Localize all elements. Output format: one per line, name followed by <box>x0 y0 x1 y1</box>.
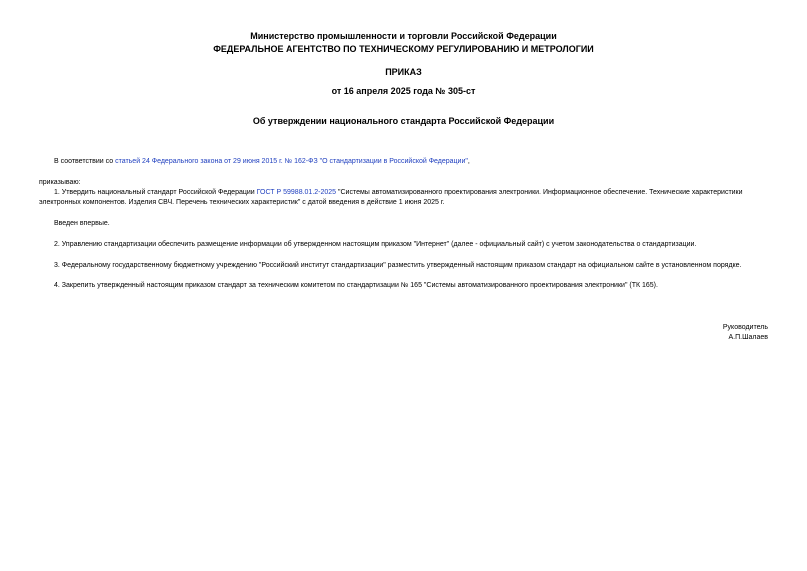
document-date-number: от 16 апреля 2025 года № 305-ст <box>331 86 476 96</box>
preamble-prefix: В соответствии со <box>54 158 116 165</box>
document-type: ПРИКАЗ <box>385 67 422 77</box>
preamble-suffix: , <box>467 158 470 165</box>
item1-prefix: 1. Утвердить национальный стандарт Российской Федерации <box>54 189 257 196</box>
gost-standard-link[interactable]: ГОСТ Р 59988.01.2-2025 <box>256 189 337 196</box>
orders-word: приказываю: <box>39 179 81 186</box>
item1-line1-rest: "Системы автоматизированного проектирования электроники. Информационное обеспечение. Технические характеристики <box>336 189 743 196</box>
item3-paragraph: 3. Федеральному государственному бюджетному учреждению "Российский институт стандартизации" разместить утвержденный настоящим приказом стандарт на официальном сайте в установленном порядке. <box>54 262 742 269</box>
document-title: Об утверждении национального стандарта Российской Федерации <box>252 116 555 126</box>
item2-paragraph: 2. Управлению стандартизации обеспечить размещение информации об утвержденном настоящим приказом "Интернет" (далее - официальный сайт) с учетом законодательства о стандартизации. <box>54 241 697 248</box>
federal-law-link[interactable]: статьей 24 Федерального закона от 29 июня 2015 г. № 162-ФЗ "О стандартизации в Российской Федерации" <box>115 158 468 165</box>
ministry-name: Министерство промышленности и торговли Российской Федерации <box>250 31 557 41</box>
signatory-position: Руководитель <box>722 324 768 331</box>
item4-paragraph: 4. Закрепить утвержденный настоящим приказом стандарт за техническим комитетом по стандартизации № 165 "Системы автоматизированного проектирования электроники" (ТК 165). <box>54 282 658 289</box>
signatory-name: А.П.Шалаев <box>728 334 768 341</box>
item1-line2: электронных компонентов. Изделия СВЧ. Перечень технических характеристик" с датой введения в действие 1 июня 2025 г. <box>39 199 445 206</box>
agency-name: ФЕДЕРАЛЬНОЕ АГЕНТСТВО ПО ТЕХНИЧЕСКОМУ РЕГУЛИРОВАНИЮ И МЕТРОЛОГИИ <box>213 44 594 54</box>
preamble-paragraph <box>54 157 470 167</box>
introduced-first-note: Введен впервые. <box>54 220 110 227</box>
item1-line1 <box>54 188 743 198</box>
